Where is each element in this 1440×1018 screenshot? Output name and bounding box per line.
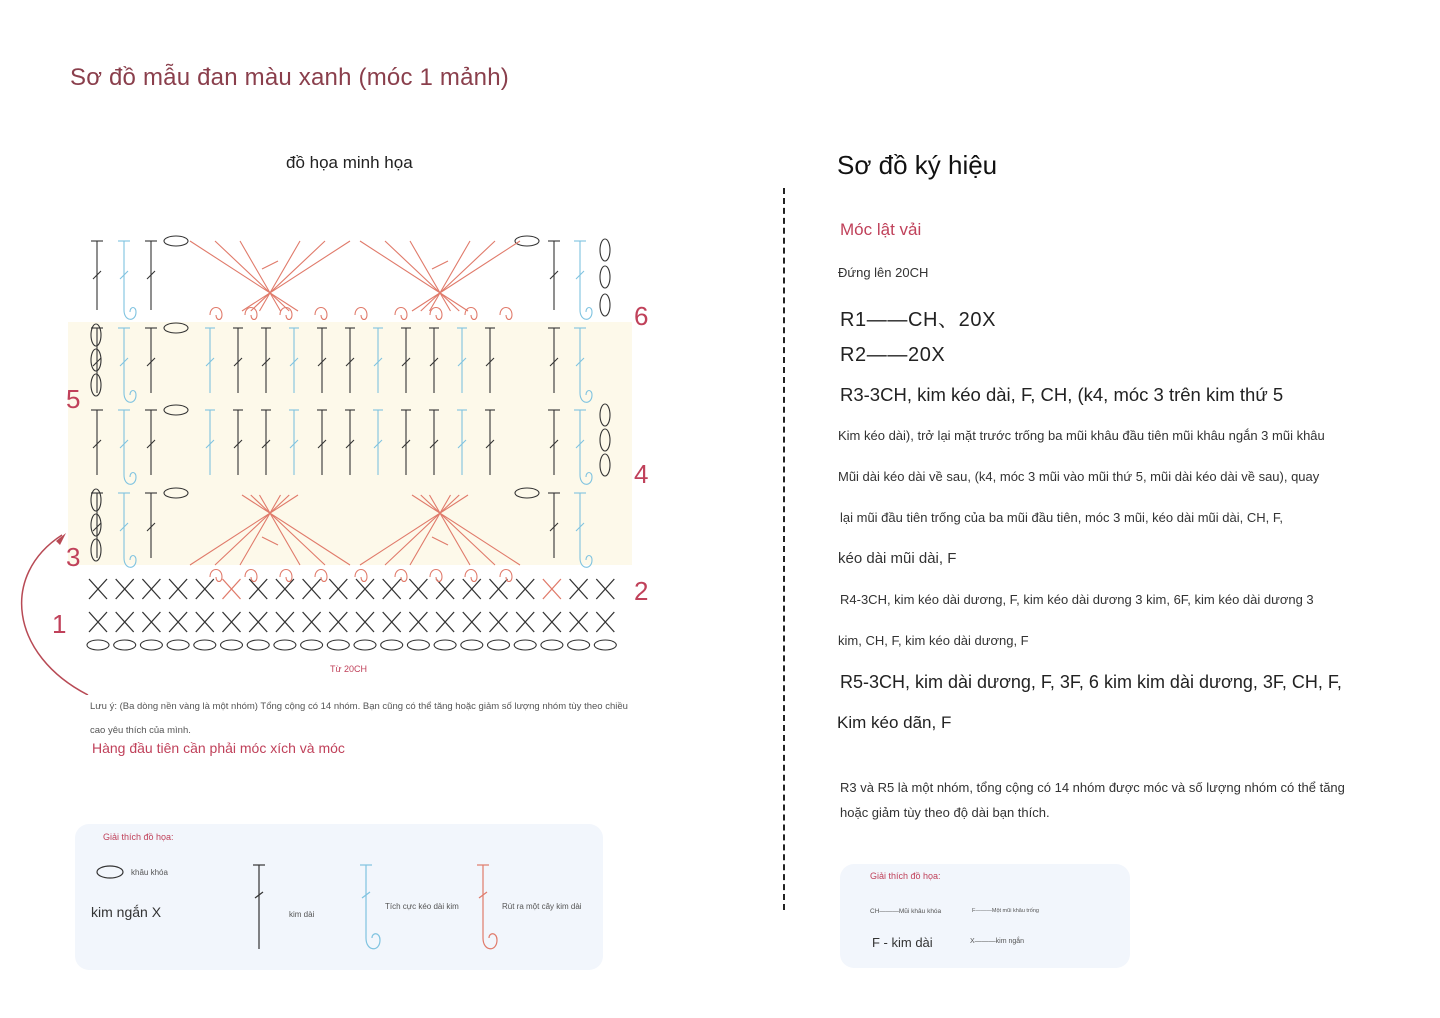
group-note: Lưu ý: (Ba dòng nền vàng là một nhóm) Tổng cộng có 14 nhóm. Bạn cũng có thể tăng hoặc giảm số lượng nhóm tùy theo chiều cao yêu thích của mình. xyxy=(90,701,628,736)
chain-stitch xyxy=(247,640,269,650)
row-4-line-1: R4-3CH, kim kéo dài dương, F, kim kéo dài dương 3 kim, 6F, kim kéo dài dương 3 xyxy=(840,592,1314,607)
single-crochet xyxy=(409,579,427,599)
section-heading: Móc lật vải xyxy=(840,220,922,239)
post-hook xyxy=(395,308,407,320)
chain-stitch xyxy=(594,640,616,650)
chain-stitch xyxy=(568,640,590,650)
legend-title: Giải thích đồ họa: xyxy=(103,832,174,842)
row-number-4: 4 xyxy=(634,459,649,489)
cable-stitch xyxy=(242,241,350,311)
front-post-icon xyxy=(353,862,383,958)
post-hook xyxy=(210,308,222,320)
chain-stitch xyxy=(301,640,323,650)
start-label: Từ 20CH xyxy=(330,664,368,674)
single-crochet xyxy=(490,612,508,632)
single-crochet xyxy=(463,612,481,632)
post-hook xyxy=(500,570,512,582)
legend-ch-text: CH———Mũi khâu khóa xyxy=(870,908,942,915)
chain-stitch xyxy=(274,640,296,650)
single-crochet xyxy=(196,612,214,632)
symbol-chart-heading: Sơ đồ ký hiệu xyxy=(837,150,998,180)
post-hook xyxy=(280,308,292,320)
single-crochet xyxy=(223,579,241,599)
row-4-line-2: kim, CH, F, kim kéo dài dương, F xyxy=(838,633,1029,648)
chain-stitch xyxy=(488,640,510,650)
chain-stitch xyxy=(434,640,456,650)
post-hook xyxy=(315,570,327,582)
single-crochet xyxy=(89,612,107,632)
legend-chain-label: khâu khóa xyxy=(131,868,168,877)
cable-stitch xyxy=(410,241,451,311)
start-chain-text: Đứng lên 20CH xyxy=(838,265,929,280)
back-post-icon xyxy=(470,862,500,958)
single-crochet xyxy=(490,579,508,599)
post-hook xyxy=(465,570,477,582)
single-crochet xyxy=(116,579,134,599)
single-crochet xyxy=(169,612,187,632)
row-number-1: 1 xyxy=(52,609,67,639)
single-crochet xyxy=(142,579,160,599)
post-hook xyxy=(280,570,292,582)
single-crochet xyxy=(142,612,160,632)
single-crochet xyxy=(570,579,588,599)
chain-stitch xyxy=(354,640,376,650)
chain-stitch xyxy=(381,640,403,650)
row-number-6: 6 xyxy=(634,301,649,331)
post-hook xyxy=(430,308,442,320)
turning-chain xyxy=(600,266,610,288)
cable-stitch xyxy=(412,241,520,311)
cable-stitch xyxy=(215,241,289,311)
oval-chain-icon xyxy=(95,864,131,880)
chain-stitch xyxy=(87,640,109,650)
legend-x-text: X———kim ngắn xyxy=(970,938,1025,945)
row-5-line-2: Kim kéo dãn, F xyxy=(837,713,952,732)
single-crochet xyxy=(116,612,134,632)
group-text-line-2: hoặc giảm tùy theo độ dài bạn thích. xyxy=(840,805,1050,820)
single-crochet xyxy=(436,612,454,632)
single-crochet xyxy=(89,579,107,599)
cable-slash xyxy=(432,261,448,269)
row-3-line-3: Mũi dài kéo dài về sau, (k4, móc 3 mũi vào mũi thứ 5, mũi dài kéo dài về sau), quay xyxy=(838,469,1320,484)
single-crochet xyxy=(543,579,561,599)
first-row-note: Hàng đầu tiên cần phải móc xích và móc xyxy=(92,740,345,756)
row-3-line-2: Kim kéo dài), trở lại mặt trước trống ba mũi khâu đầu tiên mũi khâu ngắn 3 mũi khâu xyxy=(838,428,1325,443)
post-hook xyxy=(124,308,136,320)
cable-stitch xyxy=(260,241,301,311)
chain-stitch xyxy=(541,640,563,650)
cable-stitch xyxy=(421,241,495,311)
cable-stitch xyxy=(430,241,471,311)
single-crochet xyxy=(409,612,427,632)
row-number-2: 2 xyxy=(634,576,649,606)
chain-stitch xyxy=(114,640,136,650)
single-crochet xyxy=(276,579,294,599)
post-hook xyxy=(500,308,512,320)
row-3-line-1: R3-3CH, kim kéo dài, F, CH, (k4, móc 3 trên kim thứ 5 xyxy=(840,384,1284,405)
post-hook xyxy=(355,308,367,320)
post-hook xyxy=(395,570,407,582)
post-hook xyxy=(315,308,327,320)
illustration-subtitle: đồ họa minh họa xyxy=(286,153,413,172)
single-crochet xyxy=(596,612,614,632)
right-legend xyxy=(840,864,1130,968)
chain-stitch xyxy=(164,236,188,246)
chain-stitch xyxy=(167,640,189,650)
chain-stitch xyxy=(327,640,349,650)
row-5-line-1: R5-3CH, kim dài dương, F, 3F, 6 kim kim dài dương, 3F, CH, F, xyxy=(840,672,1342,692)
single-crochet xyxy=(223,612,241,632)
turning-chain xyxy=(600,239,610,261)
single-crochet xyxy=(543,612,561,632)
row-3-line-5: kéo dài mũi dài, F xyxy=(838,550,957,567)
post-hook xyxy=(580,308,592,320)
single-crochet xyxy=(516,612,534,632)
chain-stitch xyxy=(221,640,243,650)
legend-f-text: F - kim dài xyxy=(872,935,933,950)
chain-stitch xyxy=(194,640,216,650)
single-crochet xyxy=(383,579,401,599)
group-text-line-1: R3 và R5 là một nhóm, tổng cộng có 14 nhóm được móc và số lượng nhóm có thể tăng xyxy=(840,780,1345,795)
post-hook xyxy=(465,308,477,320)
post-hook xyxy=(245,570,257,582)
row-number-3: 3 xyxy=(66,542,81,572)
single-crochet xyxy=(249,579,267,599)
legend-bpdc-label: Rút ra một cây kim dài xyxy=(502,902,582,911)
single-crochet xyxy=(516,579,534,599)
single-crochet xyxy=(196,579,214,599)
crochet-chart xyxy=(0,225,680,695)
single-crochet xyxy=(463,579,481,599)
cable-stitch xyxy=(385,241,459,311)
legend-f-small-text: F———Một mũi khâu trống xyxy=(972,908,1039,914)
chain-stitch xyxy=(514,640,536,650)
single-crochet xyxy=(169,579,187,599)
cable-slash xyxy=(262,261,278,269)
left-legend xyxy=(75,824,603,970)
legend-sc-label: kim ngắn X xyxy=(91,904,162,920)
cable-stitch xyxy=(360,241,468,311)
single-crochet xyxy=(383,612,401,632)
single-crochet xyxy=(276,612,294,632)
single-crochet xyxy=(356,612,374,632)
legend-dc-label: kim dài xyxy=(289,910,315,919)
row-number-5: 5 xyxy=(66,384,81,414)
cable-stitch xyxy=(240,241,281,311)
single-crochet xyxy=(356,579,374,599)
single-crochet xyxy=(303,612,321,632)
single-crochet xyxy=(329,612,347,632)
turning-chain xyxy=(600,294,610,316)
single-crochet xyxy=(303,579,321,599)
row-3-line-4: lại mũi đầu tiên trống của ba mũi đầu tiên, móc 3 mũi, kéo dài mũi dài, CH, F, xyxy=(840,510,1283,525)
chain-stitch xyxy=(515,236,539,246)
single-crochet xyxy=(596,579,614,599)
page-title: Sơ đồ mẫu đan màu xanh (móc 1 mảnh) xyxy=(70,64,509,91)
cable-stitch xyxy=(190,241,298,311)
single-crochet xyxy=(249,612,267,632)
chain-stitch xyxy=(461,640,483,650)
right-legend-title: Giải thích đồ họa: xyxy=(870,871,941,881)
post-hook xyxy=(245,308,257,320)
chain-stitch xyxy=(407,640,429,650)
row-2-text: R2——20X xyxy=(840,344,946,366)
column-divider xyxy=(783,188,785,910)
long-stitch-icon xyxy=(250,862,270,952)
post-hook xyxy=(210,570,222,582)
legend-fpdc-label: Tích cực kéo dài kim xyxy=(385,902,459,911)
single-crochet xyxy=(329,579,347,599)
row-1-text: R1——CH、20X xyxy=(840,309,997,331)
single-crochet xyxy=(570,612,588,632)
cable-stitch xyxy=(251,241,325,311)
chain-stitch xyxy=(140,640,162,650)
post-hook xyxy=(430,570,442,582)
